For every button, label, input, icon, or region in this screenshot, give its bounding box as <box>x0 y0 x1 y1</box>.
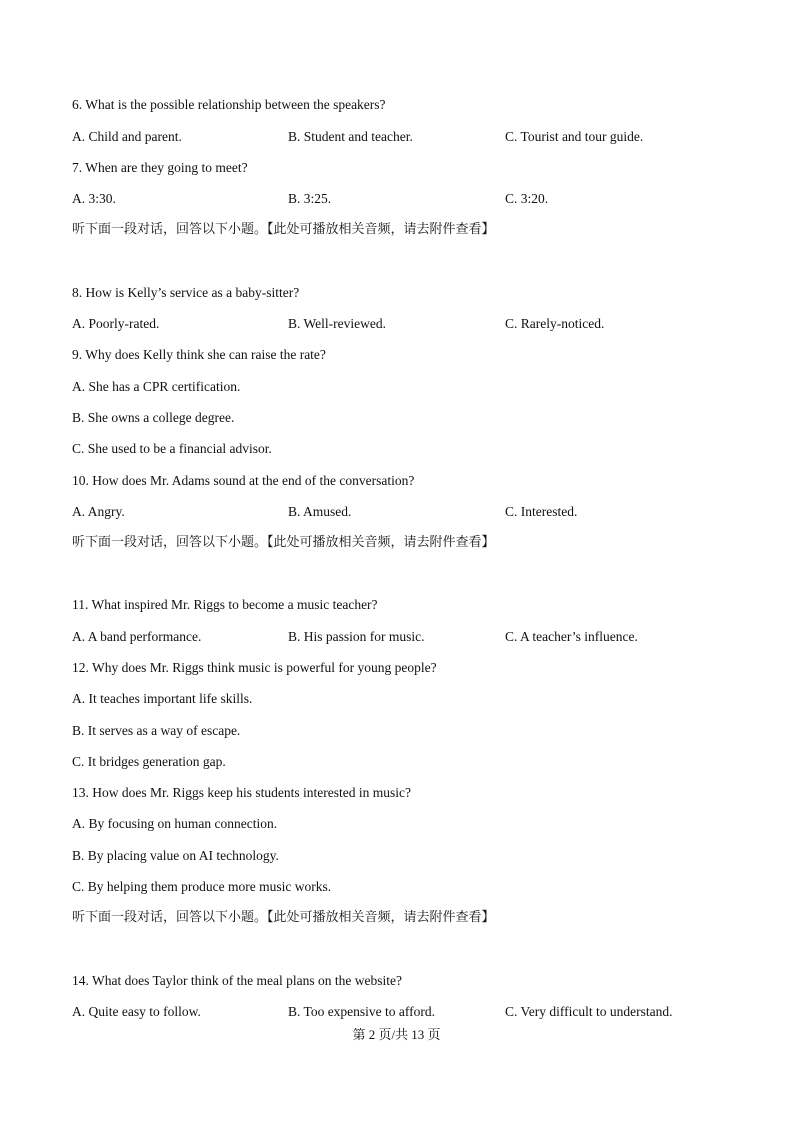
q8-option-b: B. Well-reviewed. <box>288 316 387 331</box>
q7-option-b: B. 3:25. <box>288 191 332 206</box>
question-14: 14. What does Taylor think of the meal plans on the website? <box>72 973 402 988</box>
q13-option-a: A. By focusing on human connection. <box>72 816 278 831</box>
q8-option-c: C. Rarely-noticed. <box>505 316 605 331</box>
question-12: 12. Why does Mr. Riggs think music is powerful for young people? <box>72 660 437 675</box>
q11-option-b: B. His passion for music. <box>288 629 425 644</box>
listening-instruction: 听下面一段对话，回答以下小题。【此处可播放相关音频，请去附件查看】 <box>72 535 495 550</box>
q7-option-a: A. 3:30. <box>72 191 116 206</box>
q12-option-a: A. It teaches important life skills. <box>72 691 253 706</box>
q10-option-c: C. Interested. <box>505 504 578 519</box>
question-11: 11. What inspired Mr. Riggs to become a music teacher? <box>72 597 378 612</box>
q14-option-a: A. Quite easy to follow. <box>72 1004 201 1019</box>
question-13: 13. How does Mr. Riggs keep his students interested in music? <box>72 785 411 800</box>
q8-option-a: A. Poorly-rated. <box>72 316 160 331</box>
q9-option-a: A. She has a CPR certification. <box>72 379 241 394</box>
question-9: 9. Why does Kelly think she can raise the rate? <box>72 347 326 362</box>
q11-option-a: A. A band performance. <box>72 629 202 644</box>
q10-option-b: B. Amused. <box>288 504 352 519</box>
q12-option-c: C. It bridges generation gap. <box>72 754 226 769</box>
q6-option-a: A. Child and parent. <box>72 129 182 144</box>
q12-option-b: B. It serves as a way of escape. <box>72 723 241 738</box>
q13-option-c: C. By helping them produce more music works. <box>72 879 332 894</box>
question-10: 10. How does Mr. Adams sound at the end of the conversation? <box>72 473 415 488</box>
listening-instruction: 听下面一段对话，回答以下小题。【此处可播放相关音频，请去附件查看】 <box>72 222 495 237</box>
q6-option-b: B. Student and teacher. <box>288 129 413 144</box>
question-6: 6. What is the possible relationship between the speakers? <box>72 97 386 112</box>
q11-option-c: C. A teacher’s influence. <box>505 629 638 644</box>
q9-option-c: C. She used to be a financial advisor. <box>72 441 272 456</box>
page-number-footer: 第 2 页/共 13 页 <box>352 1027 441 1042</box>
q14-option-b: B. Too expensive to afford. <box>288 1004 436 1019</box>
question-7: 7. When are they going to meet? <box>72 160 248 175</box>
q6-option-c: C. Tourist and tour guide. <box>505 129 644 144</box>
q9-option-b: B. She owns a college degree. <box>72 410 235 425</box>
q7-option-c: C. 3:20. <box>505 191 549 206</box>
question-8: 8. How is Kelly’s service as a baby-sitter? <box>72 285 300 300</box>
q13-option-b: B. By placing value on AI technology. <box>72 848 279 863</box>
q14-option-c: C. Very difficult to understand. <box>505 1004 673 1019</box>
listening-instruction: 听下面一段对话，回答以下小题。【此处可播放相关音频，请去附件查看】 <box>72 910 495 925</box>
q10-option-a: A. Angry. <box>72 504 125 519</box>
